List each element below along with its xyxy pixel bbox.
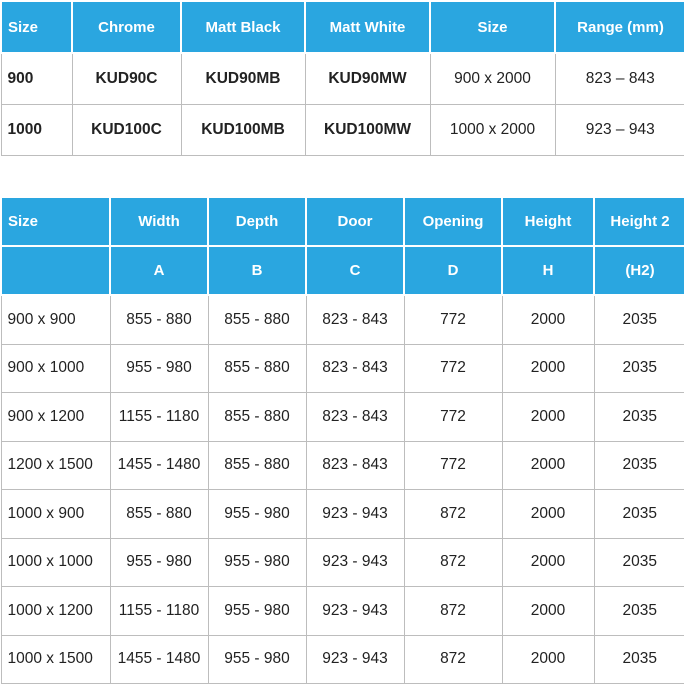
cell-opening: 772 [404,344,502,393]
header-matt-white: Matt White [305,1,430,53]
header-size: Size [1,1,72,53]
cell-chrome-code: KUD90C [72,53,181,105]
cell-height-2: 2035 [594,490,684,539]
table-row [1,635,684,684]
header-matt-black: Matt Black [181,1,305,53]
cell-height: 2000 [502,393,594,442]
cell-height-2: 2035 [594,587,684,636]
cell-size: 1000 x 1500 [1,635,110,684]
cell-width: 955 - 980 [110,538,208,587]
cell-size: 1000 x 1200 [1,587,110,636]
cell-chrome-code: KUD100C [72,105,181,156]
cell-depth: 855 - 880 [208,344,306,393]
cell-height-2: 2035 [594,538,684,587]
cell-height: 2000 [502,635,594,684]
cell-size: 1200 x 1500 [1,441,110,490]
cell-depth: 855 - 880 [208,441,306,490]
cell-matt-white-code: KUD100MW [305,105,430,156]
table-row [1,441,684,490]
cell-size: 900 [1,53,72,105]
cell-width: 955 - 980 [110,344,208,393]
subheader-door: C [306,246,404,295]
dims-subheader-row [1,246,684,295]
cell-height-2: 2035 [594,393,684,442]
cell-depth: 855 - 880 [208,295,306,344]
dims-header-row [1,197,684,246]
cell-height-2: 2035 [594,344,684,393]
cell-depth: 955 - 980 [208,587,306,636]
cell-width: 855 - 880 [110,490,208,539]
cell-opening: 772 [404,295,502,344]
header-height: Height [502,197,594,246]
table-row [1,295,684,344]
cell-width: 1455 - 1480 [110,635,208,684]
cell-matt-white-code: KUD90MW [305,53,430,105]
header-opening: Opening [404,197,502,246]
cell-height: 2000 [502,490,594,539]
table-row [1,105,684,156]
cell-door: 823 - 843 [306,295,404,344]
table-row [1,490,684,539]
cell-height-2: 2035 [594,635,684,684]
table-row [1,344,684,393]
cell-door: 923 - 943 [306,635,404,684]
header-door: Door [306,197,404,246]
cell-opening: 872 [404,538,502,587]
cell-range: 923 – 943 [555,105,684,156]
cell-width: 855 - 880 [110,295,208,344]
cell-opening: 772 [404,393,502,442]
cell-size-dimensions: 1000 x 2000 [430,105,555,156]
cell-size: 900 x 1200 [1,393,110,442]
cell-door: 823 - 843 [306,441,404,490]
cell-height: 2000 [502,441,594,490]
cell-range: 823 – 843 [555,53,684,105]
cell-matt-black-code: KUD90MB [181,53,305,105]
product-codes-table [0,0,684,156]
cell-opening: 772 [404,441,502,490]
cell-size: 1000 [1,105,72,156]
cell-height: 2000 [502,344,594,393]
cell-height-2: 2035 [594,295,684,344]
cell-depth: 955 - 980 [208,635,306,684]
cell-size: 1000 x 900 [1,490,110,539]
cell-opening: 872 [404,490,502,539]
header-range: Range (mm) [555,1,684,53]
table-row [1,538,684,587]
dims-table-body [1,295,684,684]
cell-size: 900 x 900 [1,295,110,344]
cell-opening: 872 [404,587,502,636]
cell-door: 823 - 843 [306,344,404,393]
table-row [1,53,684,105]
cell-width: 1455 - 1480 [110,441,208,490]
cell-height: 2000 [502,587,594,636]
cell-depth: 955 - 980 [208,490,306,539]
header-size: Size [1,197,110,246]
cell-height: 2000 [502,295,594,344]
cell-size: 900 x 1000 [1,344,110,393]
dimensions-table [0,196,684,684]
cell-door: 923 - 943 [306,538,404,587]
header-chrome: Chrome [72,1,181,53]
header-depth: Depth [208,197,306,246]
cell-depth: 855 - 880 [208,393,306,442]
cell-opening: 872 [404,635,502,684]
cell-door: 923 - 943 [306,490,404,539]
cell-depth: 955 - 980 [208,538,306,587]
header-width: Width [110,197,208,246]
cell-door: 823 - 843 [306,393,404,442]
subheader-size [1,246,110,295]
cell-size: 1000 x 1000 [1,538,110,587]
table-row [1,393,684,442]
cell-width: 1155 - 1180 [110,587,208,636]
cell-height-2: 2035 [594,441,684,490]
cell-height: 2000 [502,538,594,587]
table-row [1,587,684,636]
subheader-opening: D [404,246,502,295]
subheader-depth: B [208,246,306,295]
subheader-width: A [110,246,208,295]
cell-size-dimensions: 900 x 2000 [430,53,555,105]
subheader-height: H [502,246,594,295]
cell-matt-black-code: KUD100MB [181,105,305,156]
header-size-2: Size [430,1,555,53]
cell-width: 1155 - 1180 [110,393,208,442]
codes-header-row [1,1,684,53]
subheader-height-2: (H2) [594,246,684,295]
cell-door: 923 - 943 [306,587,404,636]
header-height-2: Height 2 [594,197,684,246]
